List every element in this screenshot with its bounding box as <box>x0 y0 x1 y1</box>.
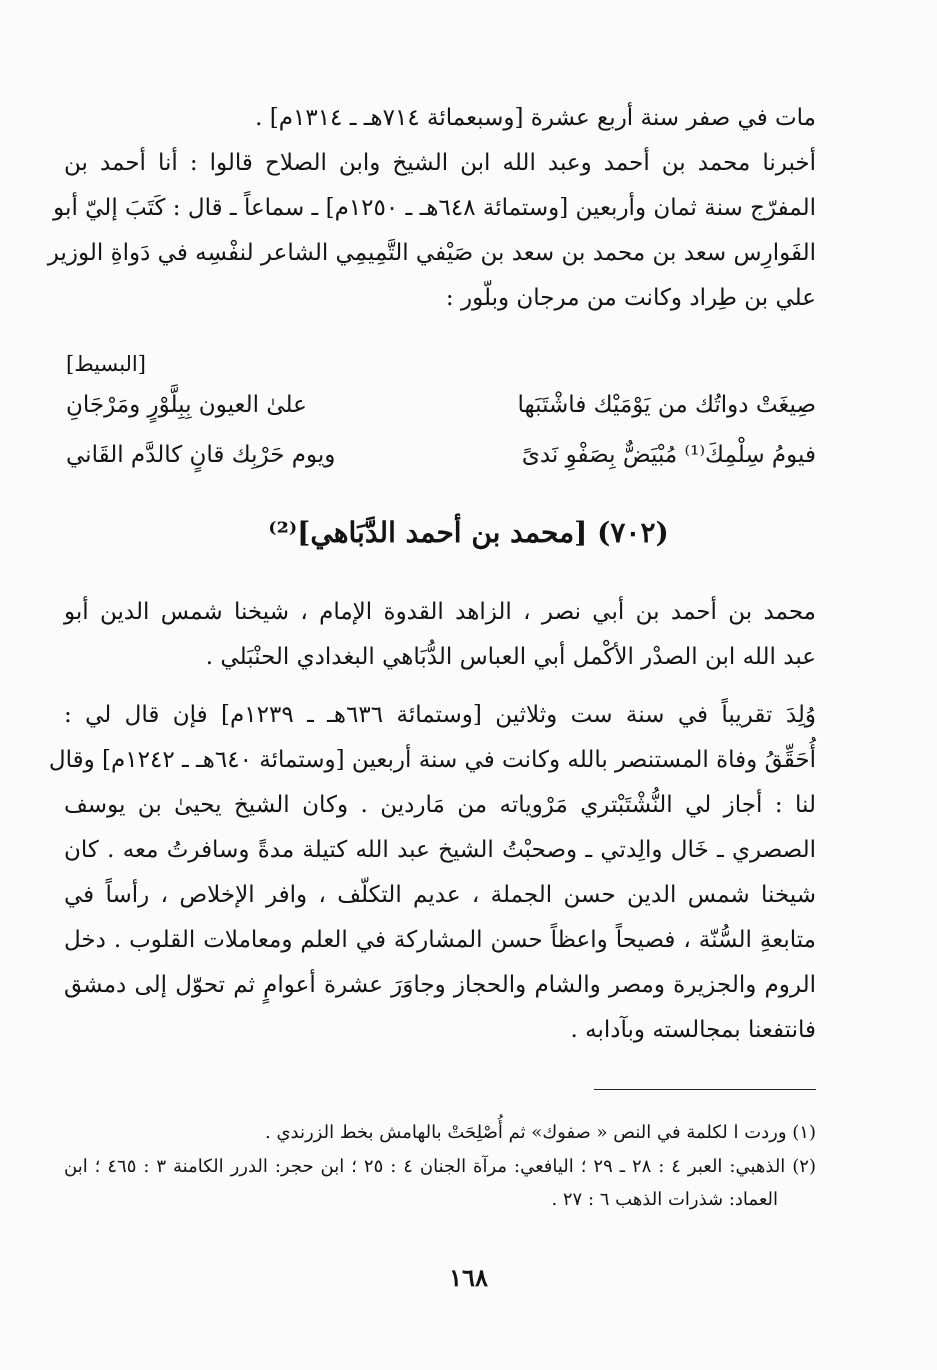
text-line: فانتفعنا بمجالسته وبآدابه . <box>570 1017 816 1043</box>
paragraph-death-date <box>64 96 816 141</box>
text-line: متابعةِ السُّنّة ، فصيحاً واعظاً حسن المشاركة في العلم ومعاملات القلوب . دخل <box>64 927 816 953</box>
footnote-line: (١) وردت ا لكلمة في النص « صفوك» ثم أُصْلِحَتْ بالهامش بخط الزرندي . <box>265 1122 816 1143</box>
poem-meter-label: [البسيط] <box>66 352 146 376</box>
verse-second-hemistich: ويوم حَرْبِك قانٍ كالدَّم القَاني <box>66 442 336 468</box>
verse-second-hemistich: علىٰ العيون بِبِلَّوْرٍ ومَرْجَانِ <box>66 392 307 418</box>
text-line: لنا : أجاز لي النُّشْتَبْتري مَرْوياته من مَاردين . وكان الشيخ يحيىٰ بن يوسف <box>64 792 816 818</box>
footnote-1 <box>64 1116 816 1149</box>
text-line: أُحَقِّقُ وفاة المستنصر بالله وكانت في سنة أربعين [وستمائة ٦٤٠هـ ـ ١٢٤٢م] وقال <box>48 747 816 773</box>
verse-first-hemistich: صِيغَتْ دواتُك من يَوْمَيْك فاشْتَبَها <box>517 392 816 418</box>
text-line: مات في صفر سنة أربع عشرة [وسبعمائة ٧١٤هـ ـ ١٣١٤م] . <box>255 105 816 131</box>
verse-first-hemistich: فيومُ سِلْمِكَ⁽¹⁾ مُبْيَضٌّ بِصَفْوِ نَدىً <box>521 442 816 468</box>
entry-heading: (٧٠٢) [محمد بن أحمد الدَّبَاهي]⁽²⁾ <box>268 516 669 549</box>
footnote-separator <box>594 1089 816 1090</box>
text-line: علي بن طِراد وكانت من مرجان وبلّور : <box>445 285 816 311</box>
text-line: الصصري ـ خَال والِدتي ـ وصحبْتُ الشيخ عبد الله كتيلة مدةً وسافرتُ معه . كان <box>64 837 816 863</box>
footnote-line: (٢) الذهبي: العبر ٤ : ٢٨ ـ ٢٩ ؛ اليافعي: مرآة الجنان ٤ : ٢٥ ؛ ابن حجر: الدرر الكامنة ٣ : ٤٦٥ ؛ ابن <box>64 1156 816 1177</box>
paragraph-life-details <box>48 693 817 1053</box>
text-line: عبد الله ابن الصدْر الأكْمل أبي العباس الدُّبَاهي البغدادي الحنْبَلي . <box>205 644 816 670</box>
footnote-line: العماد: شذرات الذهب ٦ : ٢٧ . <box>551 1189 778 1210</box>
paragraph-biography <box>64 590 816 680</box>
text-line: محمد بن أحمد بن أبي نصر ، الزاهد القدوة الإمام ، شيخنا شمس الدين أبو <box>64 599 816 625</box>
text-line: وُلِدَ تقريباً في سنة ست وثلاثين [وستمائة ٦٣٦هـ ـ ١٢٣٩م] فإن قال لي : <box>64 702 817 728</box>
text-line: الروم والجزيرة ومصر والشام والحجاز وجاوَرَ عشرة أعوامٍ ثم تحوّل إلى دمشق <box>64 972 816 998</box>
text-line: المفرّج سنة ثمان وأربعين [وستمائة ٦٤٨هـ ـ ١٢٥٠م] ـ سماعاً ـ قال : كَتَبَ إليّ أبو <box>53 195 816 221</box>
paragraph-chain-of-narration <box>47 141 816 321</box>
text-line: الفَوارِس سعد بن محمد بن سعد بن صَيْفي التَّمِيمِي الشاعر لنفْسِه في دَواةِ الوزير <box>47 240 816 266</box>
page-number: ١٦٨ <box>449 1263 488 1292</box>
text-line: شيخنا شمس الدين حسن الجملة ، عديم التكلّف ، وافر الإخلاص ، رأساً في <box>64 882 816 908</box>
text-line: أخبرنا محمد بن أحمد وعبد الله ابن الشيخ وابن الصلاح قالوا : أنا أحمد بن <box>64 150 816 176</box>
footnote-2 <box>64 1150 816 1216</box>
